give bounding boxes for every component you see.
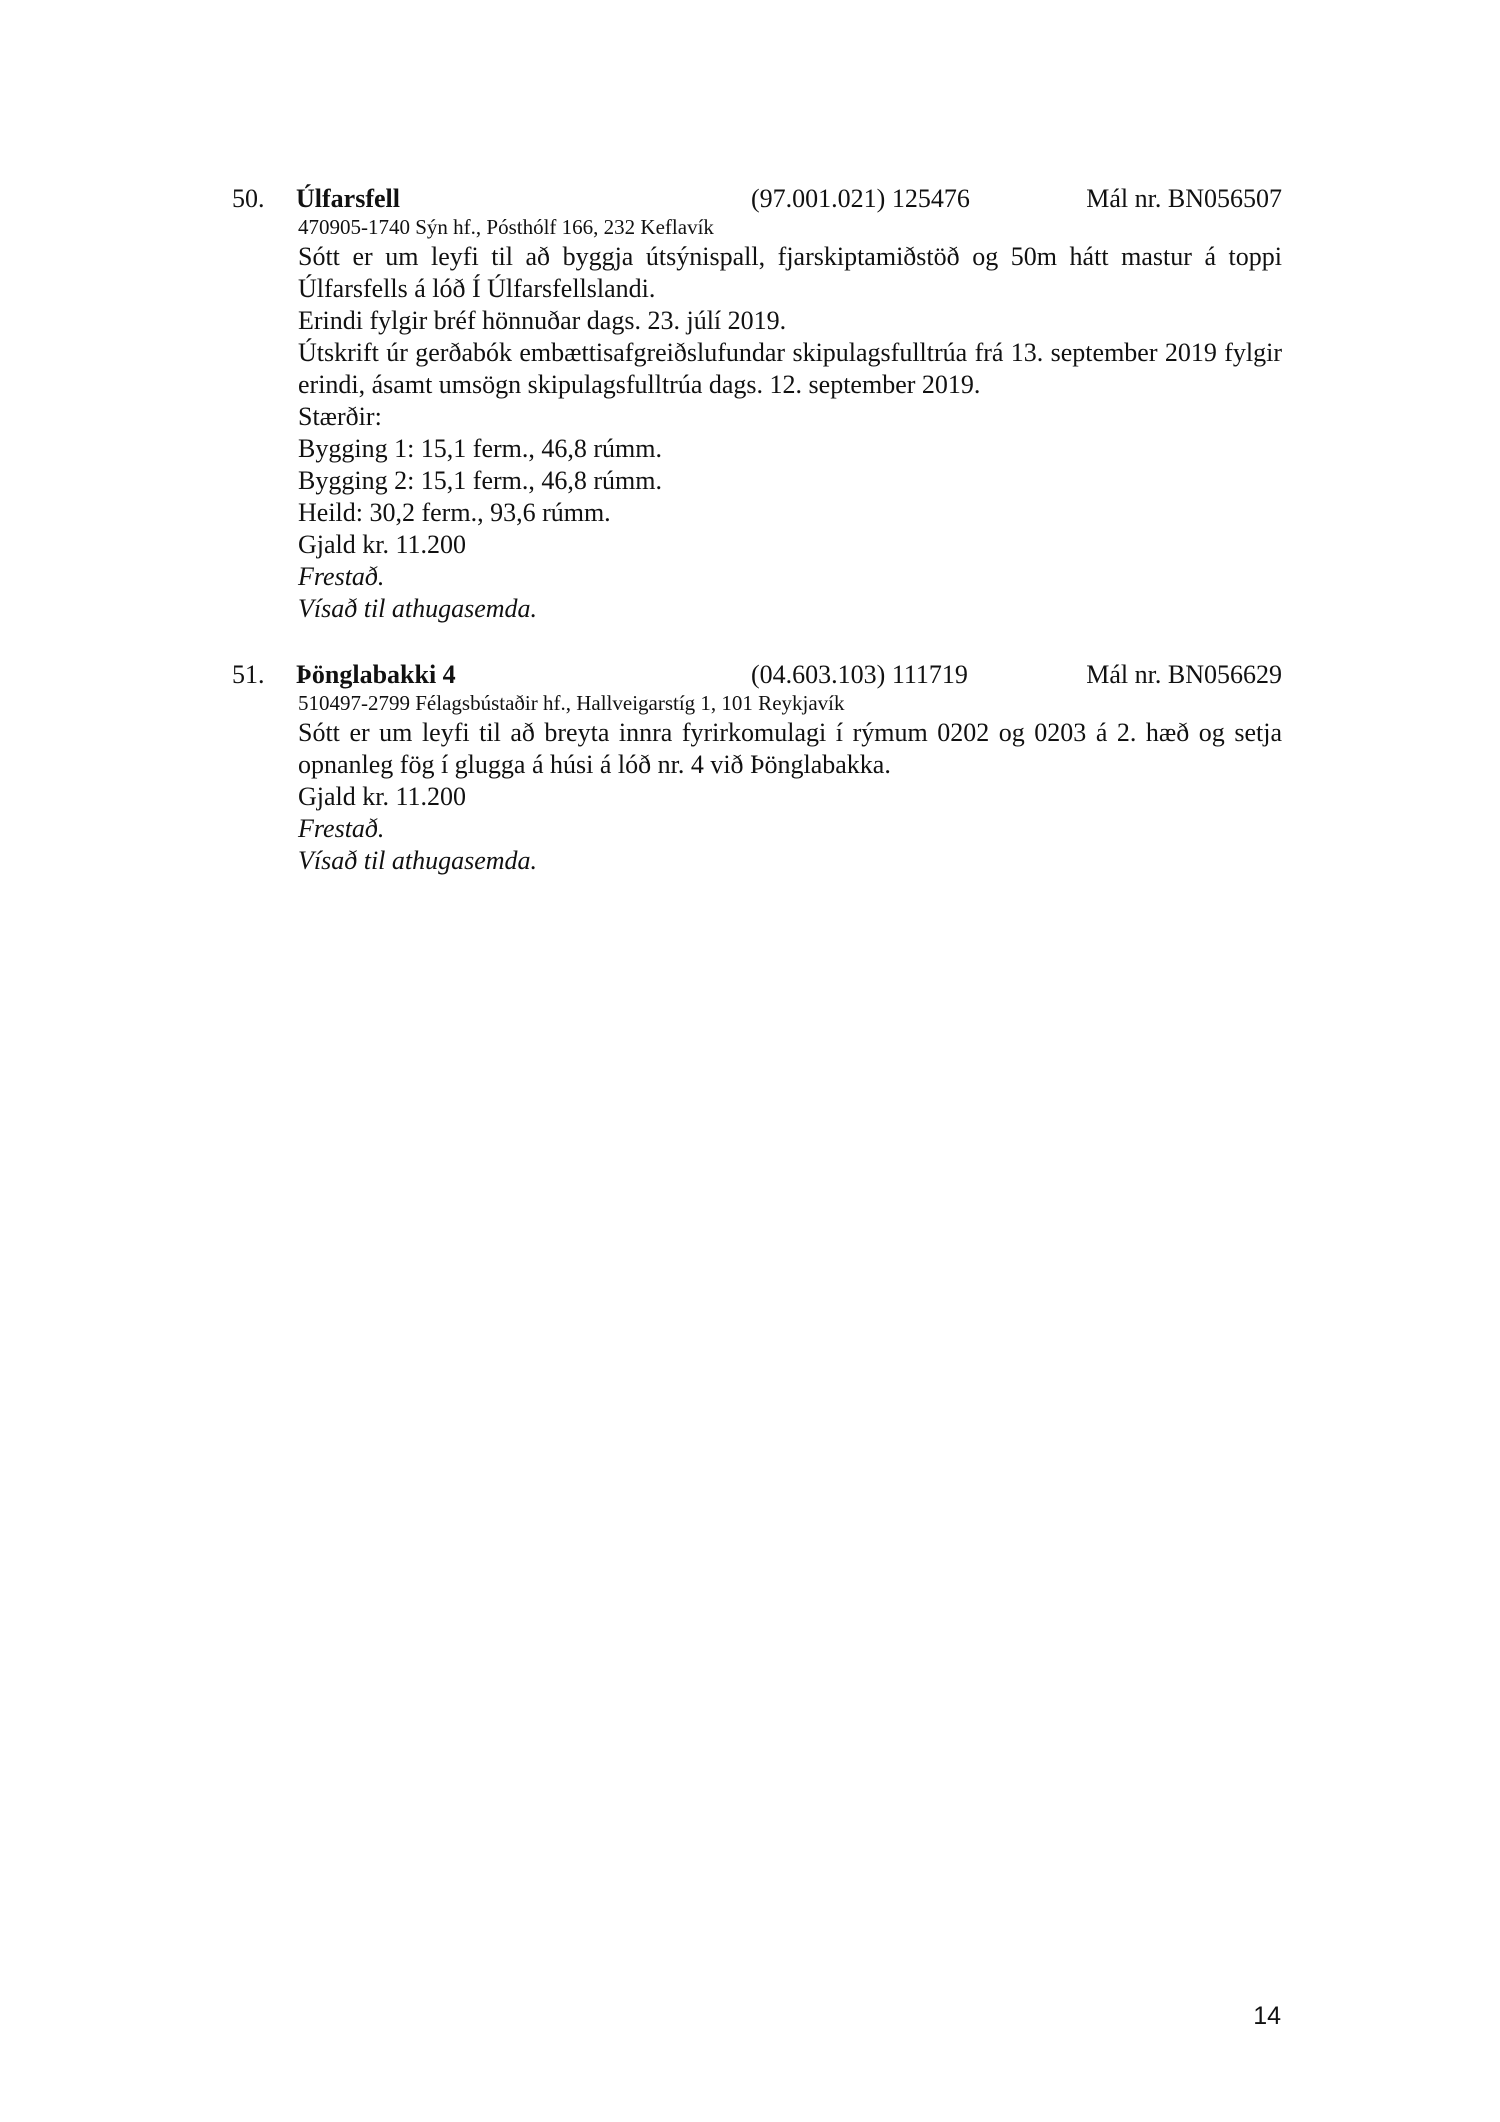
- size-building-1: Bygging 1: 15,1 ferm., 46,8 rúmm.: [298, 434, 662, 463]
- entry-body: [298, 213, 1282, 625]
- land-number: (97.001.021) 125476: [751, 184, 970, 213]
- entry-title: Þönglabakki 4: [296, 660, 456, 689]
- land-number: (04.603.103) 111719: [751, 660, 968, 689]
- applicant: 510497-2799 Félagsbústaðir hf., Hallveigarstíg 1, 101 Reykjavík: [298, 691, 845, 715]
- entry-number: 51.: [232, 660, 265, 689]
- referral: Vísað til athugasemda.: [298, 846, 538, 875]
- case-entry: [232, 658, 1282, 877]
- status: Frestað.: [298, 814, 385, 843]
- fee: Gjald kr. 11.200: [298, 782, 467, 811]
- status: Frestað.: [298, 562, 385, 591]
- size-total: Heild: 30,2 ferm., 93,6 rúmm.: [298, 498, 611, 527]
- entry-number: 50.: [232, 184, 265, 213]
- case-entry: [232, 182, 1282, 625]
- size-building-2: Bygging 2: 15,1 ferm., 46,8 rúmm.: [298, 466, 662, 495]
- note-letter: Erindi fylgir bréf hönnuðar dags. 23. júlí 2019.: [298, 306, 787, 335]
- entry-header: [232, 182, 1282, 215]
- description: Sótt er um leyfi til að byggja útsýnispall, fjarskiptamiðstöð og 50m hátt mastur á toppi Úlfarsfells á lóð Í Úlfarsfellslandi.: [298, 242, 1282, 303]
- fee: Gjald kr. 11.200: [298, 530, 467, 559]
- sizes-heading: Stærðir:: [298, 402, 382, 431]
- entry-title: Úlfarsfell: [296, 184, 400, 213]
- page-number: 14: [1253, 2002, 1281, 2030]
- entry-header: [232, 658, 1282, 691]
- referral: Vísað til athugasemda.: [298, 594, 538, 623]
- case-number: Mál nr. BN056507: [1086, 184, 1282, 213]
- description: Sótt er um leyfi til að breyta innra fyrirkomulagi í rýmum 0202 og 0203 á 2. hæð og setja opnanleg fög í glugga á húsi á lóð nr. 4 við Þönglabakka.: [298, 718, 1282, 779]
- applicant: 470905-1740 Sýn hf., Pósthólf 166, 232 Keflavík: [298, 215, 714, 239]
- note-minutes: Útskrift úr gerðabók embættisafgreiðslufundar skipulagsfulltrúa frá 13. september 2019 fylgir erindi, ásamt umsögn skipulagsfulltrúa dags. 12. september 2019.: [298, 338, 1282, 399]
- case-number: Mál nr. BN056629: [1086, 660, 1282, 689]
- entry-body: [298, 689, 1282, 877]
